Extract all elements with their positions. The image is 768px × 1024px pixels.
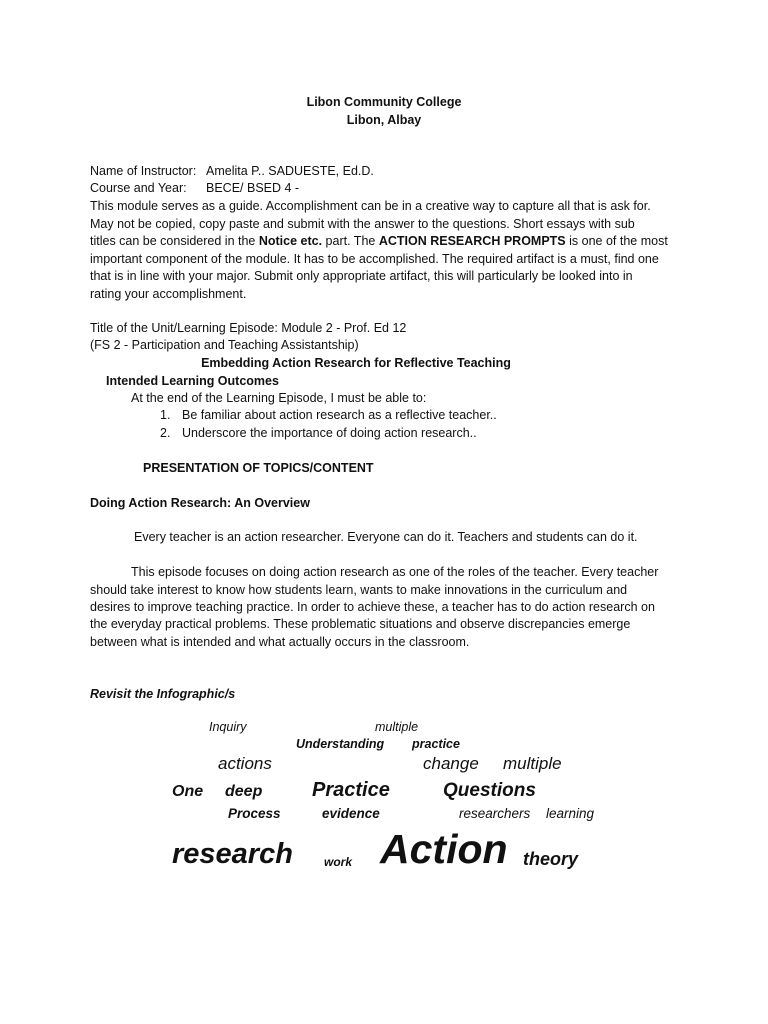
word-practice-small: practice <box>412 737 460 751</box>
word-questions: Questions <box>443 780 536 801</box>
course-label: Course and Year: <box>90 181 187 195</box>
word-actions: actions <box>218 754 272 773</box>
word-multiple-large: multiple <box>503 754 562 773</box>
word-practice-large: Practice <box>312 779 390 801</box>
word-theory: theory <box>523 849 579 869</box>
intro-line-1: This module serves as a guide. Accomplishment can be in a creative way to capture all that is ask for. <box>90 199 651 213</box>
word-action: Action <box>380 826 508 872</box>
word-learning: learning <box>546 806 595 821</box>
unit-title: Title of the Unit/Learning Episode: Module 2 - Prof. Ed 12 <box>90 321 407 335</box>
word-one: One <box>172 783 204 800</box>
outcome-2-text: Underscore the importance of doing action research.. <box>182 426 477 440</box>
word-change: change <box>423 754 479 773</box>
infographic-heading: Revisit the Infographic/s <box>90 687 236 701</box>
intro-line-3-b: part. The <box>322 234 379 248</box>
overview-paragraph-2-line-2: should take interest to know how students learn, wants to make innovations in the curriculum and <box>90 583 628 597</box>
unit-subtitle: (FS 2 - Participation and Teaching Assistantship) <box>90 338 359 352</box>
word-inquiry: Inquiry <box>209 720 247 734</box>
college-name: Libon Community College <box>306 95 462 109</box>
outcomes-heading: Intended Learning Outcomes <box>106 374 279 388</box>
instructor-label: Name of Instructor: <box>90 164 197 178</box>
word-work: work <box>324 855 353 869</box>
overview-paragraph-2-line-3: desires to improve teaching practice. In order to achieve these, a teacher has to do action research on <box>90 600 655 614</box>
overview-paragraph-2-line-1: This episode focuses on doing action research as one of the roles of the teacher. Every teacher <box>131 565 659 579</box>
word-understanding: Understanding <box>296 737 385 751</box>
overview-paragraph-1: Every teacher is an action researcher. Everyone can do it. Teachers and students can do it. <box>134 530 638 544</box>
instructor-value: Amelita P.. SADUESTE, Ed.D. <box>206 164 374 178</box>
intro-line-3 <box>90 233 668 250</box>
intro-line-4: important component of the module. It has to be accomplished. The required artifact is a must, find one <box>90 252 659 266</box>
word-research: research <box>172 838 293 870</box>
college-location: Libon, Albay <box>346 113 422 127</box>
presentation-heading: PRESENTATION OF TOPICS/CONTENT <box>143 461 374 475</box>
outcomes-intro: At the end of the Learning Episode, I must be able to: <box>131 391 427 405</box>
intro-line-2: May not be copied, copy paste and submit with the answer to the questions. Short essays with sub <box>90 217 635 231</box>
word-researchers: researchers <box>459 806 531 821</box>
word-deep: deep <box>225 783 263 800</box>
word-process: Process <box>228 806 281 821</box>
intro-line-3-c: is one of the most <box>565 234 668 248</box>
course-value: BECE/ BSED 4 - <box>206 181 300 195</box>
overview-paragraph-2-line-4: the everyday practical problems. These problematic situations and observe discrepancies emerge <box>90 617 631 631</box>
intro-line-6: rating your accomplishment. <box>90 287 247 301</box>
word-evidence: evidence <box>322 806 380 821</box>
intro-line-3-a: titles can be considered in the <box>90 234 259 248</box>
section-title: Doing Action Research: An Overview <box>90 496 310 510</box>
unit-heading: Embedding Action Research for Reflective Teaching <box>201 356 511 370</box>
word-multiple-small: multiple <box>375 720 419 734</box>
outcome-1-number: 1. <box>160 408 171 422</box>
outcome-1-text: Be familiar about action research as a reflective teacher.. <box>182 408 497 422</box>
action-research-prompts-emphasis: ACTION RESEARCH PROMPTS <box>378 234 566 248</box>
intro-line-5: that is in line with your major. Submit only appropriate artifact, this will particularly be looked into in <box>90 269 633 283</box>
outcome-2-number: 2. <box>160 426 171 440</box>
overview-paragraph-2-line-5: between what is intended and what actually occurs in the classroom. <box>90 635 470 649</box>
notice-etc-emphasis: Notice etc. <box>258 234 323 248</box>
